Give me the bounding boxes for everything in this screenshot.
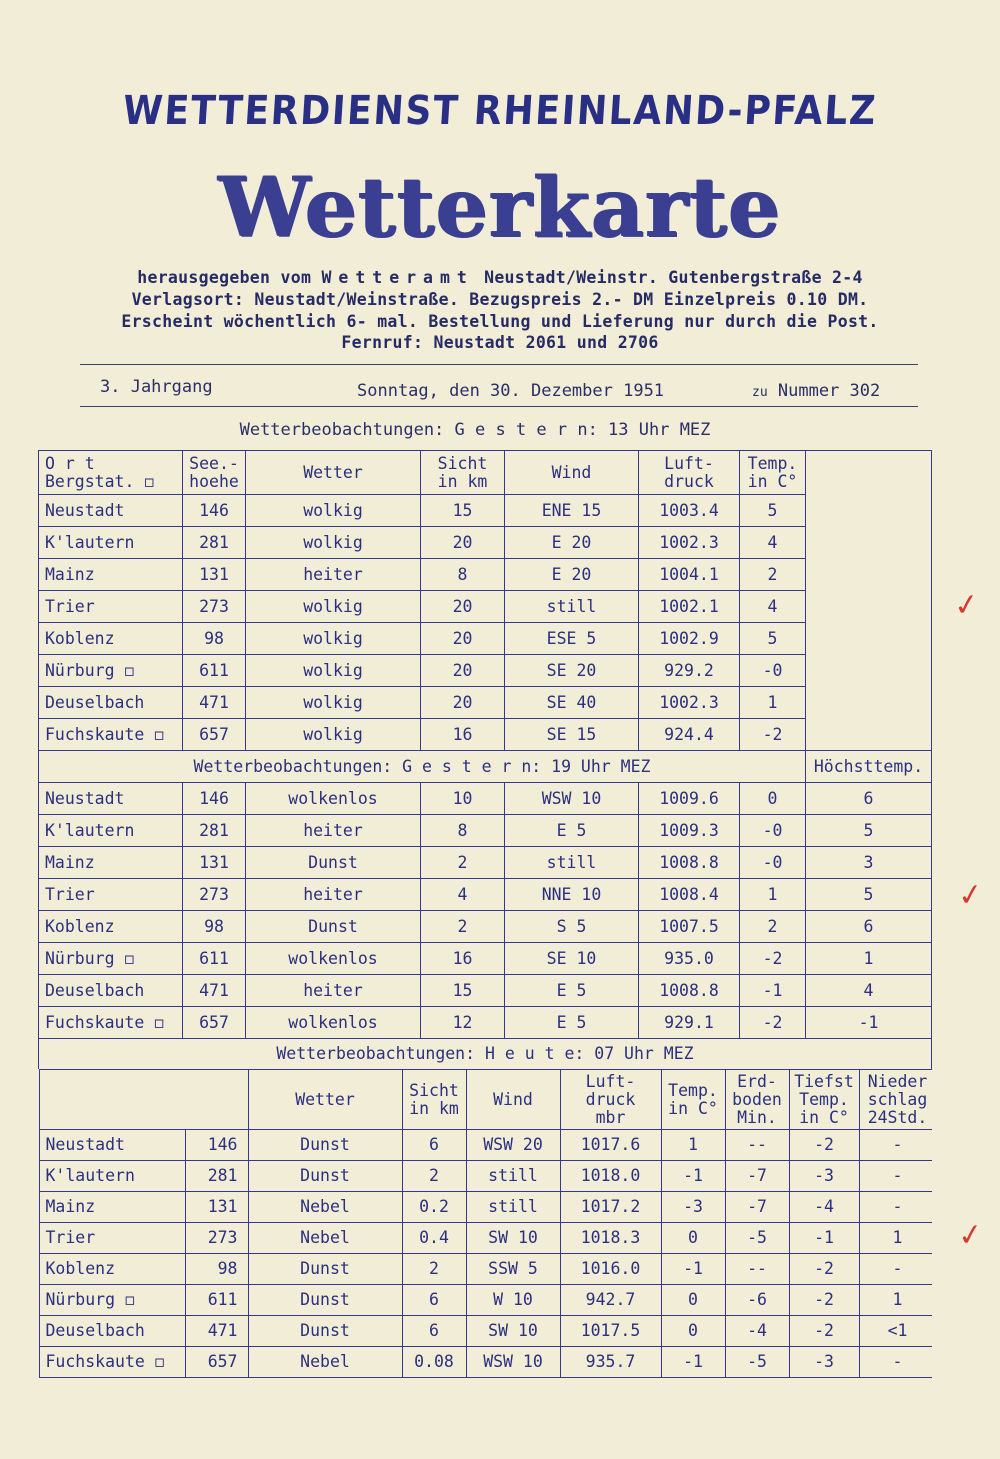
table-cell: SSW 5 bbox=[466, 1254, 560, 1285]
table-cell: SW 10 bbox=[466, 1223, 560, 1254]
table-cell: -3 bbox=[789, 1161, 859, 1192]
table-cell: 0.08 bbox=[402, 1347, 466, 1378]
table-cell: Dunst bbox=[248, 1254, 402, 1285]
table-cell: -7 bbox=[725, 1192, 789, 1223]
table-cell: Deuselbach bbox=[39, 1316, 185, 1347]
table-cell: -2 bbox=[789, 1254, 859, 1285]
table-cell: -2 bbox=[740, 943, 806, 975]
table-cell: Dunst bbox=[246, 911, 421, 943]
table-row bbox=[39, 847, 932, 879]
table-cell: E 5 bbox=[505, 1007, 639, 1039]
column-header: See.- hoehe bbox=[183, 451, 246, 495]
table-cell: 1009.3 bbox=[639, 815, 740, 847]
empty-header-cell bbox=[39, 1070, 248, 1130]
column-header: Luft- druck mbr bbox=[560, 1070, 661, 1130]
table-cell: 1017.6 bbox=[560, 1130, 661, 1161]
column-header: Temp. in C° bbox=[740, 451, 806, 495]
table-cell: Fuchskaute ◻ bbox=[39, 1007, 183, 1039]
table-cell: 1 bbox=[661, 1130, 725, 1161]
table-cell: 1002.1 bbox=[639, 591, 740, 623]
table-cell: 273 bbox=[185, 1223, 248, 1254]
table-cell: 146 bbox=[185, 1130, 248, 1161]
document-title: Wetterkarte bbox=[218, 160, 782, 256]
publisher-prefix: herausgegeben vom bbox=[137, 268, 312, 287]
table-cell: 6 bbox=[806, 783, 932, 815]
table-cell: -1 bbox=[661, 1254, 725, 1285]
table-cell: 611 bbox=[185, 1285, 248, 1316]
table-cell: 5 bbox=[806, 879, 932, 911]
table-cell: SW 10 bbox=[466, 1316, 560, 1347]
table-cell: 4 bbox=[421, 879, 505, 911]
table-cell: still bbox=[466, 1192, 560, 1223]
table-cell: -1 bbox=[661, 1161, 725, 1192]
table-cell: 8 bbox=[421, 559, 505, 591]
table-cell: heiter bbox=[246, 815, 421, 847]
table-cell: 2 bbox=[421, 911, 505, 943]
table-cell: 98 bbox=[183, 623, 246, 655]
table-cell: Dunst bbox=[248, 1285, 402, 1316]
empty-cell bbox=[806, 451, 932, 751]
table-cell: - bbox=[859, 1130, 932, 1161]
table-cell: Dunst bbox=[246, 847, 421, 879]
section1-header-row bbox=[39, 451, 932, 495]
table-cell: 281 bbox=[183, 815, 246, 847]
table-row bbox=[39, 975, 932, 1007]
table-cell: 657 bbox=[183, 719, 246, 751]
table-cell: -3 bbox=[661, 1192, 725, 1223]
table-cell: E 20 bbox=[505, 527, 639, 559]
check-mark: ✓ bbox=[951, 586, 982, 625]
table-cell: Nürburg ◻ bbox=[39, 655, 183, 687]
table-cell: -1 bbox=[740, 975, 806, 1007]
column-header: Höchsttemp. bbox=[806, 751, 932, 783]
issue-volume: 3. Jahrgang bbox=[100, 377, 213, 397]
table-cell: Koblenz bbox=[39, 911, 183, 943]
table-cell: 20 bbox=[421, 591, 505, 623]
table-cell: 1008.8 bbox=[639, 975, 740, 1007]
column-header: Sicht in km bbox=[402, 1070, 466, 1130]
table-cell: -2 bbox=[789, 1130, 859, 1161]
table-cell: 0 bbox=[661, 1316, 725, 1347]
column-header: Temp. in C° bbox=[661, 1070, 725, 1130]
table-row bbox=[39, 1192, 932, 1223]
table-cell: still bbox=[505, 591, 639, 623]
table-cell: wolkig bbox=[246, 495, 421, 527]
table-cell: 2 bbox=[402, 1254, 466, 1285]
table-cell: 4 bbox=[740, 527, 806, 559]
table-row bbox=[39, 495, 932, 527]
issue-number bbox=[752, 381, 880, 401]
section3-header-row bbox=[39, 1070, 932, 1130]
table-cell: Neustadt bbox=[39, 495, 183, 527]
table-cell: 20 bbox=[421, 655, 505, 687]
table-cell: - bbox=[859, 1192, 932, 1223]
table-cell: NNE 10 bbox=[505, 879, 639, 911]
table-cell: E 5 bbox=[505, 815, 639, 847]
table-cell: 2 bbox=[421, 847, 505, 879]
table-cell: <1 bbox=[859, 1316, 932, 1347]
table-row bbox=[39, 1130, 932, 1161]
table-cell: -2 bbox=[789, 1285, 859, 1316]
table-cell: -7 bbox=[725, 1161, 789, 1192]
table-cell: 1 bbox=[859, 1285, 932, 1316]
section3-wrapper-row bbox=[39, 1069, 932, 1378]
table-cell: Neustadt bbox=[39, 783, 183, 815]
table-cell: SE 10 bbox=[505, 943, 639, 975]
table-cell: 0 bbox=[740, 783, 806, 815]
table-cell: 2 bbox=[740, 911, 806, 943]
table-cell: -2 bbox=[789, 1316, 859, 1347]
table-cell: 5 bbox=[740, 623, 806, 655]
table-cell: 611 bbox=[183, 655, 246, 687]
table-cell: Mainz bbox=[39, 847, 183, 879]
table-cell: 10 bbox=[421, 783, 505, 815]
publication-info-line: Erscheint wöchentlich 6- mal. Bestellung und Lieferung nur durch die Post. bbox=[121, 312, 879, 331]
table-cell: 471 bbox=[185, 1316, 248, 1347]
table-cell: K'lautern bbox=[39, 815, 183, 847]
table-row bbox=[39, 911, 932, 943]
table-cell: 281 bbox=[183, 527, 246, 559]
issue-number-prefix: zu bbox=[752, 385, 768, 400]
table-cell: E 20 bbox=[505, 559, 639, 591]
table-cell: wolkig bbox=[246, 527, 421, 559]
table-cell: 611 bbox=[183, 943, 246, 975]
table-cell: wolkenlos bbox=[246, 943, 421, 975]
table-cell: 20 bbox=[421, 623, 505, 655]
issue-divider bbox=[80, 406, 918, 407]
section1-title: Wetterbeobachtungen: G e s t e r n: 13 Uhr MEZ bbox=[239, 420, 711, 440]
table-cell: WSW 20 bbox=[466, 1130, 560, 1161]
table-row bbox=[39, 815, 932, 847]
table-cell: 281 bbox=[185, 1161, 248, 1192]
table-cell: 15 bbox=[421, 495, 505, 527]
table-cell: S 5 bbox=[505, 911, 639, 943]
table-cell: 1018.0 bbox=[560, 1161, 661, 1192]
table-cell: Nebel bbox=[248, 1192, 402, 1223]
table-row bbox=[39, 1285, 932, 1316]
table-cell: 1004.1 bbox=[639, 559, 740, 591]
column-header: Wetter bbox=[248, 1070, 402, 1130]
table-cell: -4 bbox=[725, 1316, 789, 1347]
table-cell: 929.1 bbox=[639, 1007, 740, 1039]
table-cell: 1 bbox=[740, 879, 806, 911]
table-cell: 98 bbox=[185, 1254, 248, 1285]
table-cell: 4 bbox=[806, 975, 932, 1007]
table-cell: Neustadt bbox=[39, 1130, 185, 1161]
table-cell: 2 bbox=[402, 1161, 466, 1192]
table-cell: 146 bbox=[183, 783, 246, 815]
table-cell: wolkig bbox=[246, 719, 421, 751]
publisher-office: Wetteramt bbox=[321, 268, 474, 287]
table-cell: W 10 bbox=[466, 1285, 560, 1316]
table-cell: 471 bbox=[183, 687, 246, 719]
table-cell: SE 40 bbox=[505, 687, 639, 719]
column-header: Wind bbox=[466, 1070, 560, 1130]
section3-container bbox=[39, 1069, 932, 1378]
issue-date: Sonntag, den 30. Dezember 1951 bbox=[357, 381, 665, 401]
table-cell: ENE 15 bbox=[505, 495, 639, 527]
table-cell: 935.0 bbox=[639, 943, 740, 975]
table-row bbox=[39, 783, 932, 815]
table-row bbox=[39, 623, 932, 655]
table-row bbox=[39, 591, 932, 623]
section3-title-row bbox=[39, 1039, 932, 1070]
table-cell: K'lautern bbox=[39, 527, 183, 559]
table-cell: 1 bbox=[859, 1223, 932, 1254]
table-cell: -2 bbox=[740, 1007, 806, 1039]
table-cell: 8 bbox=[421, 815, 505, 847]
table-cell: Nebel bbox=[248, 1223, 402, 1254]
table-cell: wolkig bbox=[246, 655, 421, 687]
table-cell: 657 bbox=[185, 1347, 248, 1378]
table-cell: 1016.0 bbox=[560, 1254, 661, 1285]
column-header: Luft- druck bbox=[639, 451, 740, 495]
table-cell: 5 bbox=[740, 495, 806, 527]
table-cell: E 5 bbox=[505, 975, 639, 1007]
table-cell: Deuselbach bbox=[39, 687, 183, 719]
table-row bbox=[39, 719, 932, 751]
column-header: Tiefst Temp. in C° bbox=[789, 1070, 859, 1130]
table-cell: -- bbox=[725, 1130, 789, 1161]
table-row bbox=[39, 1161, 932, 1192]
column-header: Wind bbox=[505, 451, 639, 495]
table-cell: -4 bbox=[789, 1192, 859, 1223]
table-cell: 16 bbox=[421, 719, 505, 751]
table-cell: 0.2 bbox=[402, 1192, 466, 1223]
table-cell: wolkenlos bbox=[246, 1007, 421, 1039]
table-cell: SE 15 bbox=[505, 719, 639, 751]
table-cell: Mainz bbox=[39, 1192, 185, 1223]
table-cell: -1 bbox=[806, 1007, 932, 1039]
table-cell: 5 bbox=[806, 815, 932, 847]
table-cell: Fuchskaute ◻ bbox=[39, 719, 183, 751]
table-cell: 1017.2 bbox=[560, 1192, 661, 1223]
table-row bbox=[39, 1223, 932, 1254]
table-cell: SE 20 bbox=[505, 655, 639, 687]
table-cell: 146 bbox=[183, 495, 246, 527]
table-cell: 924.4 bbox=[639, 719, 740, 751]
publisher-line bbox=[0, 268, 1000, 287]
table-cell: 16 bbox=[421, 943, 505, 975]
table-row bbox=[39, 943, 932, 975]
table-cell: Mainz bbox=[39, 559, 183, 591]
table-cell: K'lautern bbox=[39, 1161, 185, 1192]
table-cell: 1017.5 bbox=[560, 1316, 661, 1347]
table-cell: 471 bbox=[183, 975, 246, 1007]
table-row bbox=[39, 879, 932, 911]
table-cell: Dunst bbox=[248, 1161, 402, 1192]
table-cell: -3 bbox=[789, 1347, 859, 1378]
table-cell: 0 bbox=[661, 1223, 725, 1254]
observations-table-13h bbox=[38, 450, 932, 1378]
table-cell: Trier bbox=[39, 1223, 185, 1254]
section3-title: Wetterbeobachtungen: H e u t e: 07 Uhr MEZ bbox=[39, 1039, 932, 1070]
table-cell: 12 bbox=[421, 1007, 505, 1039]
table-cell: 657 bbox=[183, 1007, 246, 1039]
table-cell: heiter bbox=[246, 559, 421, 591]
table-cell: heiter bbox=[246, 879, 421, 911]
table-cell: 1008.4 bbox=[639, 879, 740, 911]
table-cell: 6 bbox=[402, 1316, 466, 1347]
table-cell: Nebel bbox=[248, 1347, 402, 1378]
table-row bbox=[39, 655, 932, 687]
table-cell: Trier bbox=[39, 879, 183, 911]
table-cell: wolkig bbox=[246, 591, 421, 623]
table-cell: 6 bbox=[402, 1130, 466, 1161]
column-header: O r t Bergstat. ◻ bbox=[39, 451, 183, 495]
table-cell: wolkig bbox=[246, 623, 421, 655]
table-cell: heiter bbox=[246, 975, 421, 1007]
table-cell: -5 bbox=[725, 1347, 789, 1378]
table-cell: 1018.3 bbox=[560, 1223, 661, 1254]
observations-table-07h bbox=[39, 1069, 932, 1378]
table-cell: still bbox=[505, 847, 639, 879]
column-header: Nieder schlag 24Std. bbox=[859, 1070, 932, 1130]
table-cell: 6 bbox=[806, 911, 932, 943]
section2-title-row bbox=[39, 751, 932, 783]
table-cell: -6 bbox=[725, 1285, 789, 1316]
table-cell: -5 bbox=[725, 1223, 789, 1254]
column-header: Wetter bbox=[246, 451, 421, 495]
table-cell: - bbox=[859, 1254, 932, 1285]
table-cell: 0.4 bbox=[402, 1223, 466, 1254]
table-cell: -1 bbox=[661, 1347, 725, 1378]
table-cell: 1009.6 bbox=[639, 783, 740, 815]
organization-heading: WETTERDIENST RHEINLAND-PFALZ bbox=[121, 88, 879, 134]
table-cell: 0 bbox=[661, 1285, 725, 1316]
table-cell: 3 bbox=[806, 847, 932, 879]
table-cell: 131 bbox=[185, 1192, 248, 1223]
table-cell: Nürburg ◻ bbox=[39, 943, 183, 975]
table-cell: Fuchskaute ◻ bbox=[39, 1347, 185, 1378]
publisher-info-line: Verlagsort: Neustadt/Weinstraße. Bezugspreis 2.- DM Einzelpreis 0.10 DM. bbox=[131, 290, 869, 309]
table-cell: -1 bbox=[789, 1223, 859, 1254]
table-cell: 942.7 bbox=[560, 1285, 661, 1316]
table-cell: 15 bbox=[421, 975, 505, 1007]
table-cell: 131 bbox=[183, 847, 246, 879]
table-cell: -0 bbox=[740, 847, 806, 879]
table-cell: Deuselbach bbox=[39, 975, 183, 1007]
table-cell: 929.2 bbox=[639, 655, 740, 687]
table-cell: 1008.8 bbox=[639, 847, 740, 879]
table-cell: 2 bbox=[740, 559, 806, 591]
table-cell: 1007.5 bbox=[639, 911, 740, 943]
table-cell: 1 bbox=[806, 943, 932, 975]
phone-line: Fernruf: Neustadt 2061 und 2706 bbox=[341, 333, 659, 352]
table-cell: 20 bbox=[421, 687, 505, 719]
table-row bbox=[39, 1347, 932, 1378]
table-cell: 6 bbox=[402, 1285, 466, 1316]
column-header: Sicht in km bbox=[421, 451, 505, 495]
section2-title: Wetterbeobachtungen: G e s t e r n: 19 Uhr MEZ bbox=[39, 751, 806, 783]
check-mark: ✓ bbox=[955, 876, 986, 915]
table-cell: Dunst bbox=[248, 1130, 402, 1161]
table-cell: 1003.4 bbox=[639, 495, 740, 527]
table-cell: Dunst bbox=[248, 1316, 402, 1347]
table-cell: Trier bbox=[39, 591, 183, 623]
table-cell: 273 bbox=[183, 879, 246, 911]
table-cell: -0 bbox=[740, 815, 806, 847]
table-cell: 1 bbox=[740, 687, 806, 719]
table-cell: -0 bbox=[740, 655, 806, 687]
top-divider bbox=[80, 364, 918, 365]
check-mark: ✓ bbox=[955, 1216, 986, 1255]
table-cell: 1002.3 bbox=[639, 527, 740, 559]
issue-number-value: Nummer 302 bbox=[777, 381, 881, 401]
publisher-address: Neustadt/Weinstr. Gutenbergstraße 2-4 bbox=[484, 268, 863, 287]
table-cell: 273 bbox=[183, 591, 246, 623]
table-cell: - bbox=[859, 1347, 932, 1378]
table-cell: - bbox=[859, 1161, 932, 1192]
table-cell: 98 bbox=[183, 911, 246, 943]
table-cell: 1002.3 bbox=[639, 687, 740, 719]
table-cell: WSW 10 bbox=[466, 1347, 560, 1378]
table-row bbox=[39, 1254, 932, 1285]
table-cell: 935.7 bbox=[560, 1347, 661, 1378]
table-row bbox=[39, 1316, 932, 1347]
table-row bbox=[39, 1007, 932, 1039]
table-cell: Koblenz bbox=[39, 1254, 185, 1285]
table-cell: WSW 10 bbox=[505, 783, 639, 815]
table-cell: 1002.9 bbox=[639, 623, 740, 655]
table-cell: wolkig bbox=[246, 687, 421, 719]
table-cell: 20 bbox=[421, 527, 505, 559]
table-cell: Nürburg ◻ bbox=[39, 1285, 185, 1316]
table-cell: -- bbox=[725, 1254, 789, 1285]
table-cell: still bbox=[466, 1161, 560, 1192]
table-row bbox=[39, 527, 932, 559]
table-cell: Koblenz bbox=[39, 623, 183, 655]
table-cell: 4 bbox=[740, 591, 806, 623]
table-cell: -2 bbox=[740, 719, 806, 751]
table-cell: ESE 5 bbox=[505, 623, 639, 655]
table-row bbox=[39, 559, 932, 591]
table-cell: wolkenlos bbox=[246, 783, 421, 815]
column-header: Erd- boden Min. bbox=[725, 1070, 789, 1130]
table-row bbox=[39, 687, 932, 719]
table-cell: 131 bbox=[183, 559, 246, 591]
